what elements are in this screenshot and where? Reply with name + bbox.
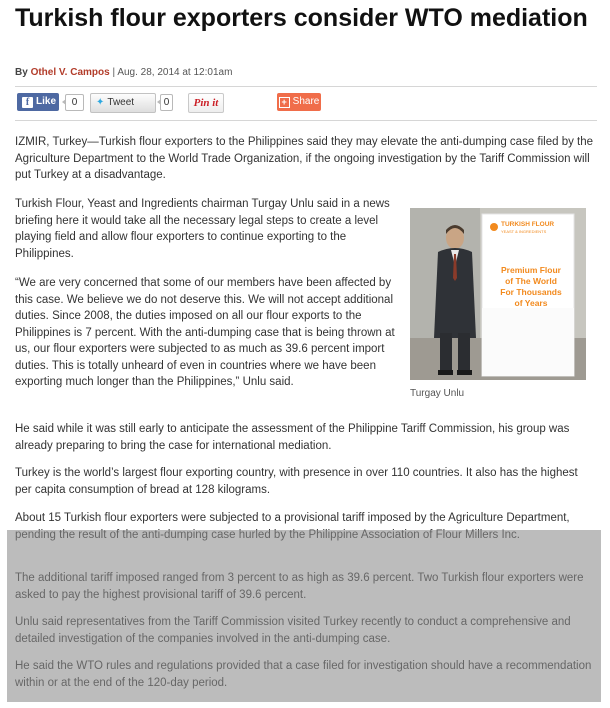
paragraph-5: Turkey is the world’s largest flour exporting country, with presence in over 110 countries. It also has the highest per capita consumption of bread at 128 kilograms.	[15, 467, 578, 496]
paragraph-6: About 15 Turkish flour exporters were subjected to a provisional tariff imposed by the Agriculture Department,	[15, 512, 570, 524]
share-bar	[15, 93, 605, 113]
banner-slogan-4: of Years	[514, 298, 548, 308]
pinterest-pin-button[interactable]: Pin it	[188, 93, 224, 113]
publish-date: Aug. 28, 2014 at 12:01am	[117, 67, 233, 78]
byline	[15, 67, 232, 78]
banner-sub: YEAST & INGREDIENTS	[501, 229, 547, 234]
article-headline: Turkish flour exporters consider WTO mediation	[15, 4, 588, 32]
tweet-button[interactable]	[90, 93, 156, 113]
divider-top	[15, 86, 597, 87]
photo-caption: Turgay Unlu	[410, 388, 465, 399]
paragraph-4: He said while it was still early to anticipate the assessment of the Philippine Tariff Commission, his group was already preparing to bring the case for international mediation.	[15, 423, 570, 452]
facebook-like-count: 0	[65, 94, 84, 111]
banner-slogan-1: Premium Flour	[501, 265, 561, 275]
divider-bottom	[15, 120, 597, 121]
photo-illustration	[410, 208, 586, 380]
facebook-icon: f	[22, 97, 33, 108]
author-link[interactable]: Othel V. Campos	[30, 67, 110, 78]
byline-separator: |	[112, 67, 116, 78]
banner-slogan-2: of The World	[505, 276, 557, 286]
tweet-label: Tweet	[107, 97, 135, 108]
paragraph-3: “We are very concerned that some of our members have been affected by this case. We believe we do not deserve this. We will not accept additional duties. Since 2008, the duties imposed on all our flour exports to the Philippines is 7 percent. With the anti-dumping case that is being thrown at us, our flour exporters were subjected to as much as 39.6 percent import duties. This is totally unheard of even in countries where we have been exporting much longer than the Philippines,” Unlu said.	[15, 277, 395, 388]
article-photo	[410, 208, 586, 380]
selection-overlay	[7, 530, 601, 702]
banner-slogan-3: For Thousands	[500, 287, 562, 297]
share-label: Share	[292, 96, 320, 107]
banner-brand: TURKISH FLOUR	[501, 221, 555, 228]
facebook-like-label: Like	[36, 96, 57, 107]
twitter-bird-icon: ✦	[96, 97, 105, 108]
plus-icon: +	[279, 97, 290, 108]
facebook-like-button[interactable]	[17, 93, 59, 111]
paragraph-2: Turkish Flour, Yeast and Ingredients chairman Turgay Unlu said in a news briefing here it would take all the necessary legal steps to create a level playing field and allow flour exporters to continue exporting to the Philippines.	[15, 198, 390, 260]
share-button[interactable]	[277, 93, 321, 111]
tweet-count: 0	[160, 94, 173, 111]
byline-prefix: By	[15, 67, 28, 78]
paragraph-1: IZMIR, Turkey—Turkish flour exporters to the Philippines said they may elevate the anti-dumping case filed by the Agriculture Department to the World Trade Organization, if the ongoing investigation by the Tariff Commission will put Turkey at a disadvantage.	[15, 136, 594, 181]
